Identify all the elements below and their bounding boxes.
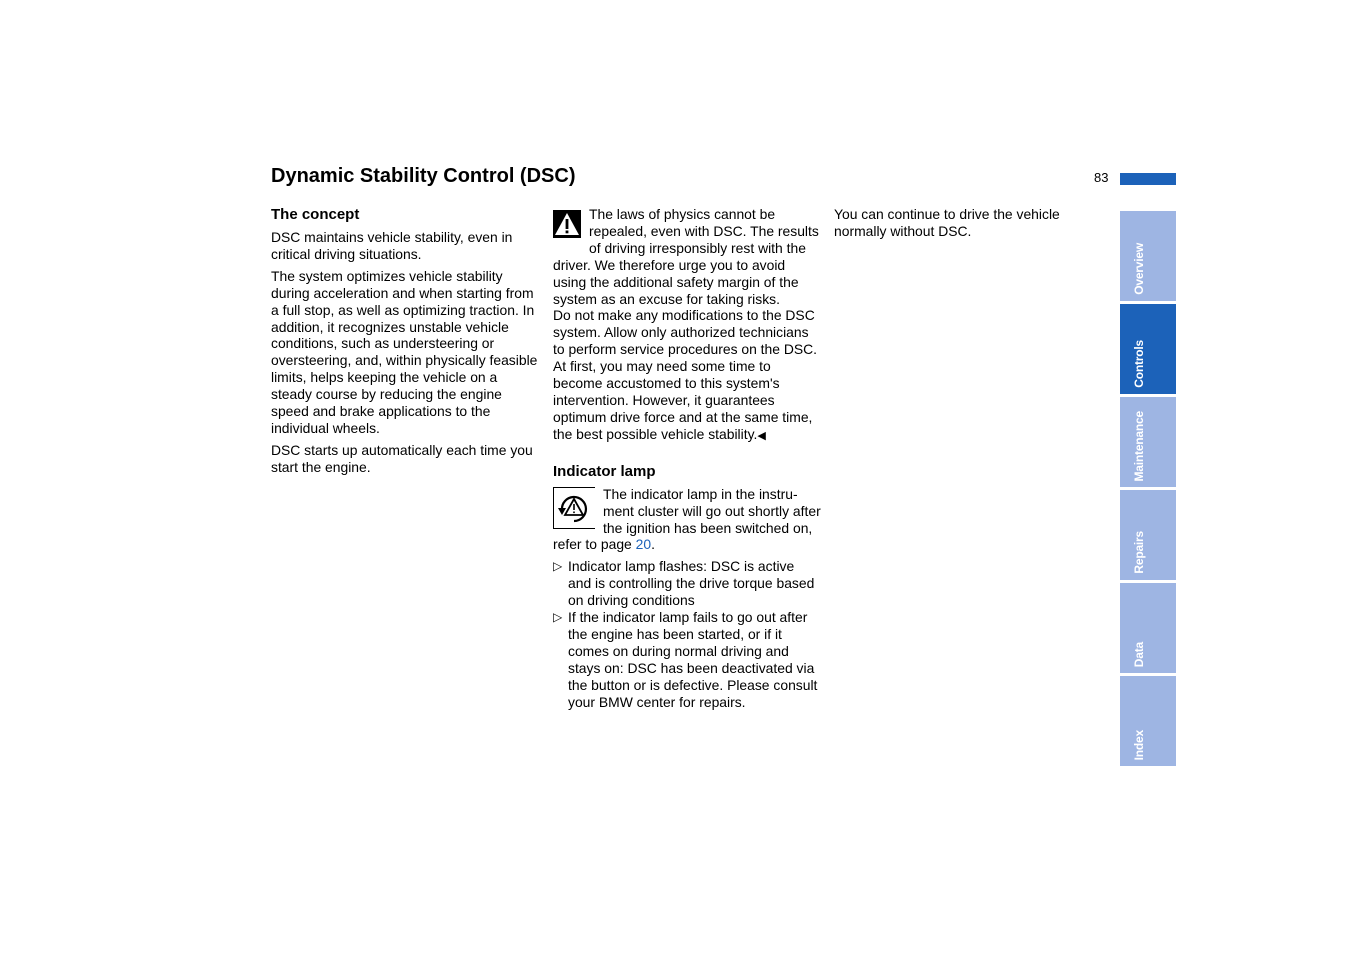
tab-label: Controls	[1132, 340, 1146, 388]
tab-label: Repairs	[1132, 531, 1146, 574]
column-concept	[271, 206, 539, 481]
list-item	[553, 609, 821, 710]
tab-index[interactable]	[1120, 676, 1176, 766]
paragraph: DSC starts up automatically each time you start the engine.	[271, 441, 533, 475]
list-item-text: Indicator lamp flashes: DSC is active and is controlling the drive torque based on driving conditions	[568, 558, 815, 609]
tab-data[interactable]	[1120, 583, 1176, 673]
tab-label: Index	[1132, 729, 1146, 760]
list-item	[553, 558, 821, 609]
tab-repairs[interactable]	[1120, 490, 1176, 580]
tab-overview[interactable]	[1120, 211, 1176, 301]
warning-block	[553, 206, 821, 445]
tab-maintenance[interactable]	[1120, 397, 1176, 487]
section-heading-indicator-lamp: Indicator lamp	[553, 462, 656, 480]
warning-text-2: Do not make any modifications to the DSC system. Allow only authorized technicians to perform service procedures on the DSC. At first, you may need some time to become accustomed to this system's intervention. However, it guarantees optimum drive force and at the same time, the best possible vehicle stability.	[553, 307, 818, 442]
lamp-text: The indicator lamp in the instrument cluster will go out shortly after the ignition has been switched on, refer to page	[553, 485, 821, 553]
lamp-text-end: .	[651, 536, 655, 553]
page-number: 83	[1094, 170, 1109, 185]
paragraph: DSC maintains vehicle stability, even in critical driving situations.	[271, 229, 513, 262]
section-heading-concept: The concept	[271, 206, 360, 223]
dsc-indicator-lamp-icon	[553, 487, 595, 529]
page-link[interactable]: 20	[635, 536, 652, 553]
page-title: Dynamic Stability Control (DSC)	[271, 165, 576, 187]
list-item-text: If the indicator lamp fails to go out after the engine has been started, or if it comes on during normal driving and stays on: DSC has been deactivated via the button or is defective. Please consult your BMW center for repairs.	[568, 609, 818, 710]
lamp-paragraph	[553, 486, 821, 554]
bullet-icon: ▷	[553, 559, 563, 574]
end-mark: ◀	[757, 429, 766, 442]
section-tabs	[1120, 211, 1176, 769]
warning-triangle-icon	[553, 210, 581, 238]
tab-label: Data	[1132, 641, 1146, 667]
column-warning-indicator	[553, 206, 821, 710]
column-continue	[834, 206, 1102, 245]
warning-text: The laws of physics cannot be repealed, even with DSC. The results of driving irresponsibly rest with the driver. We therefore urge you to avoid using the additional safety margin of the system as an excuse for taking risks.	[553, 206, 819, 307]
paragraph: The system optimizes vehicle stability during acceleration and when starting from a full stop, as well as optimizing traction. In addition, it recognizes unstable vehicle conditions, such as understeering or oversteering, and, within physically feasible limits, helps keeping the vehicle on a steady course by reducing the engine speed and brake applications to the individual wheels.	[271, 267, 538, 436]
bullet-icon: ▷	[553, 610, 563, 625]
tab-label: Overview	[1132, 243, 1146, 295]
tab-label: Maintenance	[1132, 410, 1146, 481]
paragraph: You can continue to drive the vehicle normally without DSC.	[834, 206, 1060, 239]
page-number-bar	[1120, 173, 1176, 185]
tab-controls[interactable]	[1120, 304, 1176, 394]
